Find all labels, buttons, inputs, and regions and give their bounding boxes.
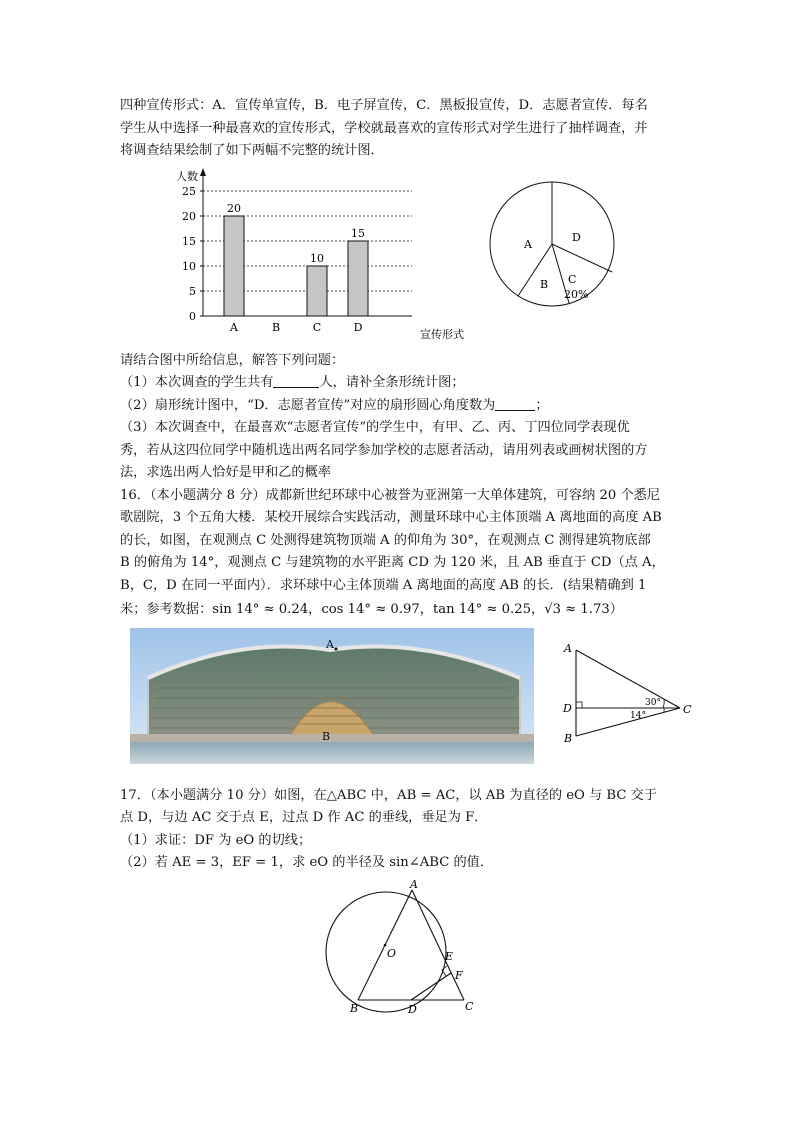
q15-part3-line3: 法，求选出两人恰好是甲和乙的概率 <box>120 465 331 480</box>
x-axis-label: 宣传形式 <box>420 328 464 341</box>
y-tick-label: 15 <box>182 235 196 248</box>
q16-line-3: 的长，如图，在观测点 C 处测得建筑物顶端 A 的仰角为 30°，在观测点 C 测得建筑物底部 <box>120 533 651 548</box>
fig17-label-d: D <box>408 1003 417 1016</box>
bar-chart <box>150 166 480 346</box>
center-o-dot <box>384 944 387 947</box>
pie-label-d: D <box>572 231 581 244</box>
y-tick-label: 10 <box>182 260 196 273</box>
fig16-angle-30: 30° <box>645 698 661 708</box>
fig17-label-b: B <box>350 1002 359 1015</box>
bar-a <box>224 216 244 316</box>
q17-line-2: 点 D，与边 AC 交于点 E，过点 D 作 AC 的垂线，垂足为 F． <box>120 810 488 825</box>
fig16-label-d: D <box>563 702 572 715</box>
right-angle-mark-f <box>442 966 447 976</box>
y-tick-label: 20 <box>182 210 196 223</box>
fig16-angle-14: 14° <box>630 711 646 721</box>
q16-line-4: B 的俯角为 14°，观测点 C 与建筑物的水平距离 CD 为 120 米，且 AB 垂直于 CD（点 A， <box>120 555 665 570</box>
fig16-label-a: A <box>564 642 572 655</box>
bar-value-label-d: 15 <box>351 227 365 240</box>
pie-label-b: B <box>540 278 549 291</box>
bar-value-label-c: 10 <box>310 252 324 265</box>
q17-line-1: 17．（本小题满分 10 分）如图，在△ABC 中，AB = AC，以 AB 为直径的 eO 与 BC 交于 <box>120 788 657 803</box>
bar-d <box>348 241 368 316</box>
fig17-label-c: C <box>465 1000 474 1013</box>
y-axis-label: 人数 <box>176 170 198 183</box>
fig17-label-a: A <box>410 878 418 891</box>
circle-figure-q17 <box>320 878 490 1018</box>
x-tick-label-b: B <box>271 321 281 334</box>
q16-line-5: B，C，D 在同一平面内）．求环球中心主体顶端 A 离地面的高度 AB 的长．(结果精确到 1 <box>120 578 647 593</box>
q15-part2 <box>120 396 549 416</box>
photo-label-a: A <box>326 638 334 651</box>
segment-ac <box>412 890 464 1000</box>
triangle-figure-q16 <box>558 640 698 748</box>
fig17-label-e: E <box>445 950 454 963</box>
answer-blank-1[interactable] <box>273 373 319 388</box>
q17-line-3: （1）求证：DF 为 eO 的切线； <box>120 833 312 848</box>
q16-line-1: 16．（本小题满分 8 分）成都新世纪环球中心被誉为亚洲第一大单体建筑，可容纳 20 个悉尼 <box>120 488 661 503</box>
y-tick-label: 25 <box>182 185 196 198</box>
pie-label-c-percent: 20% <box>564 288 589 301</box>
pie-label-a: A <box>524 238 532 251</box>
segment-df <box>411 973 451 1000</box>
q15-part1 <box>120 373 465 393</box>
bar-c <box>307 266 327 316</box>
pie-chart <box>486 178 618 310</box>
answer-blank-2[interactable] <box>495 396 535 411</box>
angle-arc-30 <box>663 699 664 708</box>
pie-label-c: C <box>568 273 577 286</box>
q15-part1-text-a: （1）本次调查的学生共有 <box>120 375 274 390</box>
q15-lead: 请结合图中所给信息，解答下列问题： <box>120 353 345 368</box>
q16-line-6: 米；参考数据：sin 14° ≈ 0.24，cos 14° ≈ 0.97，tan 14° ≈ 0.25，√3 ≈ 1.73） <box>120 602 623 617</box>
photo-point-a <box>335 648 338 651</box>
x-tick-label-c: C <box>312 321 322 334</box>
fig17-label-o: O <box>387 947 397 960</box>
segment-bc <box>576 708 680 736</box>
intro-line-3: 将调查结果绘制了如下两幅不完整的统计图． <box>120 143 384 158</box>
intro-line-1: 四种宣传形式：A．宣传单宣传，B．电子屏宣传，C．黑板报宣传，D．志愿者宣传．每名 <box>120 98 648 113</box>
fig16-label-c: C <box>683 703 692 716</box>
building-illustration <box>130 628 534 764</box>
y-tick-label: 0 <box>189 310 196 323</box>
q15-part2-text-a: （2）扇形统计图中，“D．志愿者宣传”对应的扇形圆心角度数为 <box>120 398 496 413</box>
q15-part3-line2: 秀，若从这四位同学中随机选出两名同学参加学校的志愿者活动，请用列表或画树状图的方 <box>120 443 648 458</box>
circle-o <box>326 892 446 1012</box>
q15-part2-text-b: ； <box>535 398 549 413</box>
y-tick-label: 5 <box>189 285 196 298</box>
q17-line-4: （2）若 AE = 3，EF = 1，求 eO 的半径及 sin∠ABC 的值． <box>120 855 494 870</box>
q15-part1-text-b: 人，请补全条形统计图； <box>319 375 465 390</box>
y-axis-arrow <box>200 168 206 176</box>
right-angle-mark <box>576 702 582 708</box>
x-tick-label-d: D <box>353 321 363 334</box>
building-photo <box>130 628 534 764</box>
intro-line-2: 学生从中选择一种最喜欢的宣传形式，学校就最喜欢的宣传形式对学生进行了抽样调查，并 <box>120 121 648 136</box>
fig17-label-f: F <box>455 969 463 982</box>
fig16-label-b: B <box>564 732 573 745</box>
q16-line-2: 歌剧院，3 个五角大楼．某校开展综合实践活动，测量环球中心主体顶端 A 离地面的高度 AB <box>120 510 662 525</box>
photo-label-b: B <box>322 730 331 743</box>
x-tick-label-a: A <box>230 321 238 334</box>
bar-value-label-a: 20 <box>227 202 241 215</box>
q15-part3-line1: （3）本次调查中，在最喜欢“志愿者宣传”的学生中，有甲、乙、丙、丁四位同学表现优 <box>120 420 630 435</box>
